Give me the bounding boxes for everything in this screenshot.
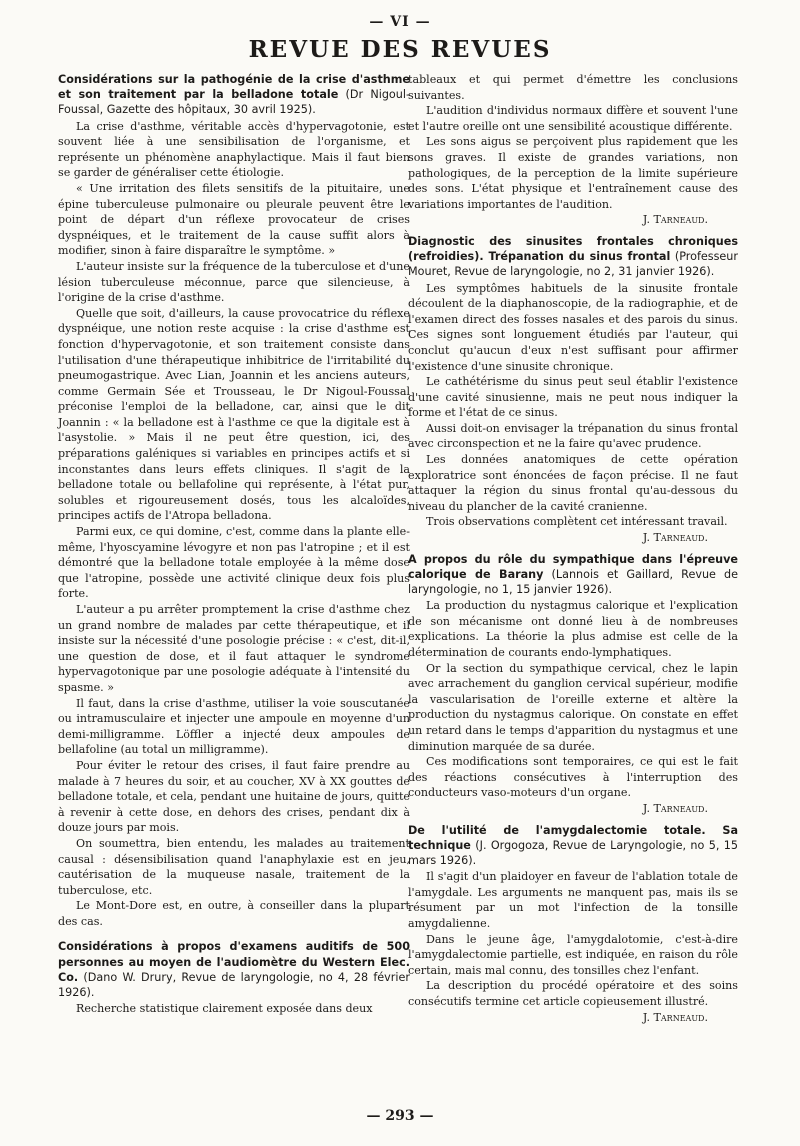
article-title: Diagnostic des sinusites frontales chroniques (refroidies). Trépanation du sinus frontal (Professeur Mouret, Revue de laryngologie, no 2, 31 janvier 1926). <box>408 234 738 279</box>
signature: J. Tarneaud. <box>642 531 708 545</box>
article-source: (Dr Nigoul-Foussal, Gazette des hôpitaux, 30 avril 1925). <box>58 88 410 117</box>
article-source: (Lannois et Gaillard, Revue de laryngologie, no 1, 15 janvier 1926). <box>408 567 738 597</box>
article-title: De l'utilité de l'amygdalectomie totale. Sa technique (J. Orgogoza, Revue de Laryngologie, no 5, 15 mars 1926). <box>408 823 738 867</box>
paragraph: La crise d'asthme, véritable accès d'hypervagotonie, est souvent liée à une sensibilisation de l'organisme, et représente un phénomène anaphylactique. Mais il faut bien se garder de généraliser cette étiologie. <box>58 119 410 180</box>
spacer <box>58 929 410 939</box>
article-sinusites <box>408 234 738 546</box>
article-source: (J. Orgogoza, Revue de Laryngologie, no 5, 15 mars 1926). <box>408 838 738 867</box>
signature: J. Tarneaud. <box>642 213 708 227</box>
paragraph: Pour éviter le retour des crises, il faut faire prendre au malade à 7 heures du soir, et au coucher, XV à XX gouttes de belladone totale, et cela, pendant une huitaine de jours, quitte à revenir à cette dose, en dehors des crises, pendant dix à douze jours par mois. <box>58 758 410 835</box>
paragraph: On soumettra, bien entendu, les malades au traitement causal : désensibilisation quand l'anaphylaxie est en jeu, cautérisation de la muqueuse nasale, traitement de la tuberculose, etc. <box>58 836 410 897</box>
running-title: REVUE DES REVUES <box>248 36 552 63</box>
paragraph: Recherche statistique clairement exposée dans deux <box>76 1002 373 1016</box>
page-number: — 293 — <box>366 1108 434 1124</box>
paragraph: La production du nystagmus calorique et l'explication de son mécanisme ont donné lieu à de nombreuses explications. La théorie la plus admise est celle de la détermination de courants endo-lymphatiques. <box>408 599 738 660</box>
paragraph: L'audition d'individus normaux diffère et souvent l'une et l'autre oreille ont une sensibilité acoustique différente. <box>408 104 738 133</box>
paragraph: Aussi doit-on envisager la trépanation du sinus frontal avec circonspection et ne la faire qu'avec prudence. <box>408 421 738 451</box>
paragraph: tableaux et qui permet d'émettre les conclusions suivantes. <box>408 73 738 102</box>
article-title: Considérations à propos d'examens auditifs de 500 personnes au moyen de l'audiomètre du Western Elec. Co. (Dano W. Drury, Revue de laryngologie, no 4, 28 février 1926). <box>58 940 410 1000</box>
paragraph: Il faut, dans la crise d'asthme, utiliser la voie souscutanée ou intramusculaire et injecter une ampoule en moyenne d'un demi-milligramme. Löffler a injecté deux ampoules de bellafoline (au total un milligramme). <box>58 696 410 757</box>
article-asthme <box>58 72 410 929</box>
paragraph: Dans le jeune âge, l'amygdalotomie, c'est-à-dire l'amygdalectomie partielle, est indiquée, en raison du rôle certain, mais mal connu, des tonsilles chez l'enfant. <box>408 932 738 977</box>
article-title: Considérations sur la pathogénie de la crise d'asthme et son traitement par la belladone totale (Dr Nigoul-Foussal, Gazette des hôpitaux, 30 avril 1925). <box>58 73 410 117</box>
article-audiometre <box>58 939 410 1016</box>
paragraph: Les symptômes habituels de la sinusite frontale découlent de la diaphanoscopie, de la radiographie, et de l'examen direct des fosses nasales et des parois du sinus. Ces signes sont longuement étudiés par l'auteur, qui conclut qu'aucun d'eux n'est suffisant pour affirmer l'existence d'une sinusite chronique. <box>408 281 738 373</box>
article-source: (Dano W. Drury, Revue de laryngologie, no 4, 28 février 1926). <box>58 970 410 1000</box>
paragraph: Il s'agit d'un plaidoyer en faveur de l'ablation totale de l'amygdale. Les arguments ne manquent pas, mais ils se résument par un mot l'infection de la tonsille amygdalienne. <box>408 870 738 930</box>
paragraph: Trois observations complètent cet intéressant travail. <box>426 515 728 529</box>
left-column <box>58 72 410 1017</box>
paragraph: Or la section du sympathique cervical, chez le lapin avec arrachement du ganglion cervical supérieur, modifie la vascularisation de l'oreille externe et altère la production du nystagmus calorique. On constate en effet un retard dans le temps d'apparition du nystagmus et une diminution marquée de sa durée. <box>408 661 738 753</box>
roman-folio: — VI — <box>369 14 431 30</box>
article-amygdalectomie <box>408 823 738 1026</box>
signature: J. Tarneaud. <box>642 1010 708 1024</box>
paragraph: L'auteur a pu arrêter promptement la crise d'asthme chez un grand nombre de malades par cette thérapeutique, et il insiste sur la nécessité d'une posologie précise : « c'est, dit-il, une question de dose, et il faut attaquer le syndrome hypervagotonique par une posologie adéquate à l'intensité du spasme. » <box>58 603 410 694</box>
paragraph: Les sons aigus se perçoivent plus rapidement que les sons graves. Il existe de grandes variations, non pathologiques, de la perception de la limite supérieure des sons. L'état physique et l'entraînement cause des variations importantes de l'audition. <box>408 135 738 211</box>
article-audiometre-continued <box>408 72 738 228</box>
paragraph: Les données anatomiques de cette opération exploratrice sont énoncées de façon précise. Il ne faut attaquer la région du sinus frontal qu'au-dessous du niveau du plancher de la cavité cranienne. <box>408 453 738 513</box>
article-title: A propos du rôle du sympathique dans l'épreuve calorique de Barany (Lannois et Gaillard, Revue de laryngologie, no 1, 15 janvier 1926). <box>408 552 738 597</box>
paragraph: Ces modifications sont temporaires, ce qui est le fait des réactions consécutives à l'interruption des conducteurs vaso-moteurs d'un organe. <box>408 755 738 800</box>
signature: J. Tarneaud. <box>642 801 708 815</box>
article-sympathique <box>408 552 738 817</box>
article-source: (Professeur Mouret, Revue de laryngologie, no 2, 31 janvier 1926). <box>408 250 738 279</box>
paragraph: « Une irritation des filets sensitifs de la pituitaire, une épine tuberculeuse pulmonaire ou pleurale peuvent être le point de départ d'un réflexe provocateur de crises dyspnéiques, et le traitement de la cause suffit alors à modifier, sinon à faire disparaître le symptôme. » <box>58 181 410 258</box>
paragraph: Quelle que soit, d'ailleurs, la cause provocatrice du réflexe dyspnéique, une notion reste acquise : la crise d'asthme est fonction d'hypervagotonie, et son traitement consiste dans l'utilisation d'une thérapeutique inhibitrice de l'irritabilité du pneumogastrique. Avec Lian, Joannin et les anciens auteurs, comme Germain Sée et Trousseau, le Dr Nigoul-Foussal préconise l'emploi de la belladone, car, ainsi que le dit Joannin : « la belladone est à l'asthme ce que la digitale est à l'asystolie. » Mais il ne peut être question, ici, des préparations galéniques si variables en principes actifs et si inconstantes dans leurs effets cliniques. Il s'agit de la belladone totale ou bellafoline qui représente, à l'état pur, solubles et rigoureusement dosés, tous les alcaloïdes, principes actifs de l'Atropa belladona. <box>58 306 410 523</box>
paragraph: L'auteur insiste sur la fréquence de la tuberculose et d'une lésion tuberculeuse méconnue, parce que silencieuse, à l'origine de la crise d'asthme. <box>58 259 410 305</box>
paragraph: Le Mont-Dore est, en outre, à conseiller dans la plupart des cas. <box>58 899 410 928</box>
paragraph: La description du procédé opératoire et des soins consécutifs termine cet article copieusement illustré. <box>408 979 738 1008</box>
paragraph: Parmi eux, ce qui domine, c'est, comme dans la plante elle-même, l'hyoscyamine lévogyre et non pas l'atropine ; et il est démontré que la belladone totale employée à la même dose que l'atropine, possède une activité clinique deux fois plus forte. <box>58 525 410 601</box>
right-column <box>408 72 738 1031</box>
paragraph: Le cathétérisme du sinus peut seul établir l'existence d'une cavité sinusienne, mais ne peut nous indiquer la forme et l'état de ce sinus. <box>408 375 738 420</box>
